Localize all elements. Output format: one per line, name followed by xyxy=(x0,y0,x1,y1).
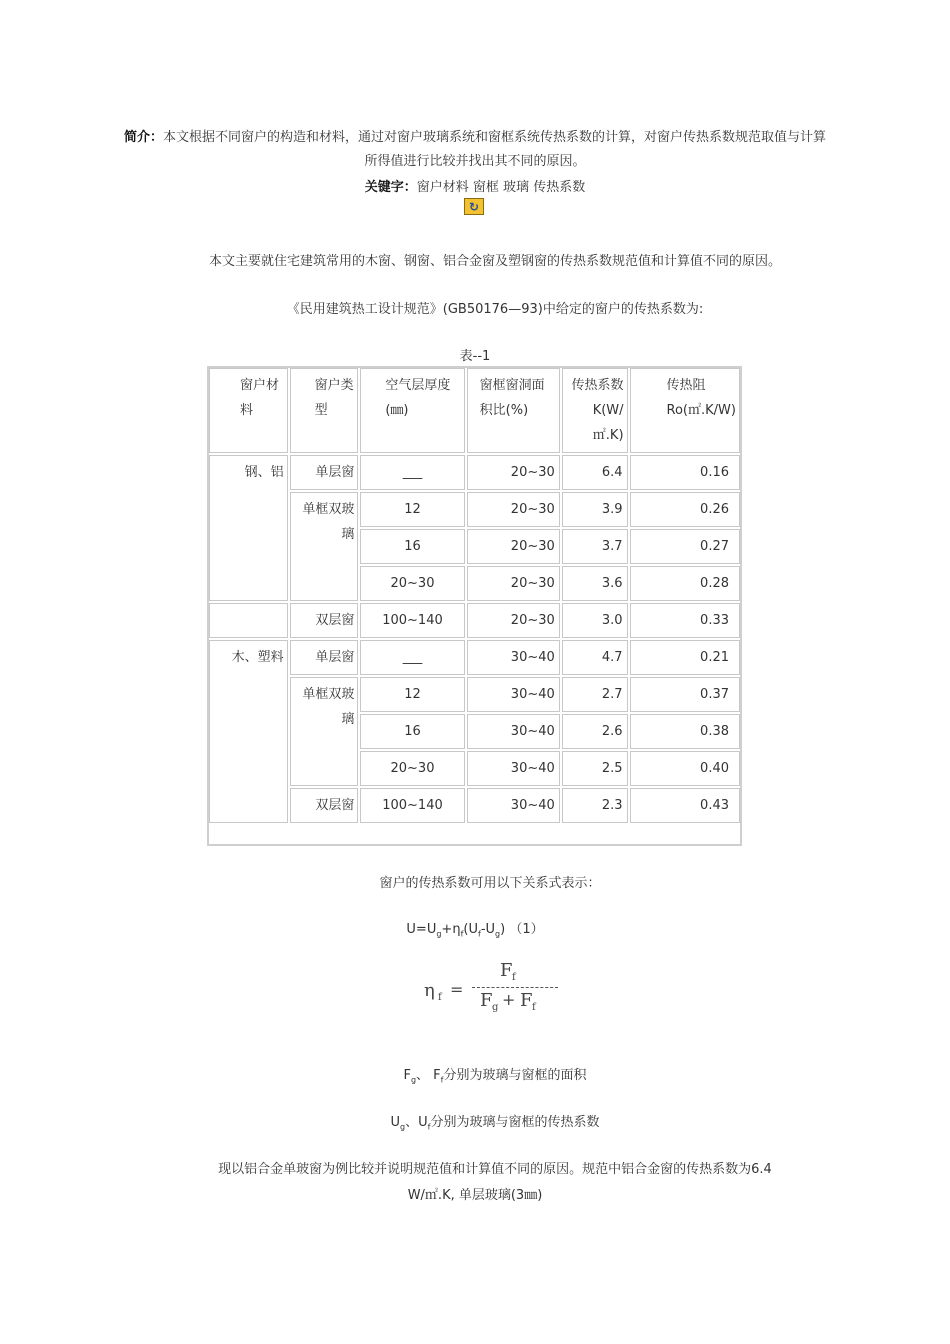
table-row xyxy=(209,677,740,712)
header-material: 窗户材料 xyxy=(209,368,288,453)
table-row xyxy=(209,640,740,675)
air-cell: 16 xyxy=(360,714,464,749)
table-row xyxy=(209,788,740,823)
keywords-line xyxy=(120,176,830,195)
r-cell: 0.40 xyxy=(630,751,740,786)
air-cell: 12 xyxy=(360,677,464,712)
r-cell: 0.43 xyxy=(630,788,740,823)
air-cell: 20~30 xyxy=(360,566,464,601)
eta-equals: = xyxy=(450,980,464,999)
table-row xyxy=(209,492,740,527)
r-cell: 0.37 xyxy=(630,677,740,712)
formula-u-lhs: U=U xyxy=(406,922,437,937)
area-fg: F xyxy=(403,1068,411,1083)
area-ff-sub: f xyxy=(440,1075,444,1085)
paragraph-example-line1: 现以铝合金单玻窗为例比较并说明规范值和计算值不同的原因。规范中铝合金窗的传热系数为6.4 xyxy=(218,1162,772,1177)
air-cell: 20~30 xyxy=(360,751,464,786)
r-cell: 0.33 xyxy=(630,603,740,638)
ratio-cell: 20~30 xyxy=(467,492,560,527)
header-type: 窗户类型 xyxy=(290,368,359,453)
ratio-cell: 20~30 xyxy=(467,603,560,638)
k-cell: 3.6 xyxy=(562,566,628,601)
k-cell: 2.3 xyxy=(562,788,628,823)
air-cell: 100~140 xyxy=(360,603,464,638)
header-frame-ratio: 窗框窗洞面积比(%) xyxy=(467,368,560,453)
eta-sub: f xyxy=(438,992,442,1003)
eta-symbol: η xyxy=(424,980,435,1001)
denominator-plus: + xyxy=(502,990,516,1009)
numerator-f: F xyxy=(500,960,513,981)
air-cell: ___ xyxy=(360,640,464,675)
table-title: 表--1 xyxy=(459,349,491,364)
k-cell: 4.7 xyxy=(562,640,628,675)
k-cell: 2.7 xyxy=(562,677,628,712)
coef-def-text: 分别为玻璃与窗框的传热系数 xyxy=(430,1115,600,1130)
paragraph-intro-scope: 本文主要就住宅建筑常用的木窗、钢窗、铝合金窗及塑钢窗的传热系数规范值和计算值不同的原因。 xyxy=(208,254,781,269)
k-cell: 6.4 xyxy=(562,455,628,490)
intro-text: 本文根据不同窗户的构造和材料，通过对窗户玻璃系统和窗框系统传热系数的计算，对窗户传热系数规范取值与计算所得值进行比较并找出其不同的原因。 xyxy=(163,130,827,169)
type-cell: 双层窗 xyxy=(290,603,359,638)
k-cell: 2.6 xyxy=(562,714,628,749)
material-cell: 钢、铝 xyxy=(209,455,288,601)
air-cell: ___ xyxy=(360,455,464,490)
type-cell: 单框双玻璃 xyxy=(290,677,359,786)
type-cell: 单框双玻璃 xyxy=(290,492,359,601)
k-cell: 3.7 xyxy=(562,529,628,564)
header-r-value: 传热阻Ro(㎡.K/W) xyxy=(630,368,740,453)
table-row xyxy=(209,455,740,490)
ratio-cell: 20~30 xyxy=(467,566,560,601)
type-cell: 单层窗 xyxy=(290,640,359,675)
formula-sub-g2: g xyxy=(495,929,501,939)
header-k-value: 传热系数K(W/㎡.K) xyxy=(562,368,628,453)
ratio-cell: 30~40 xyxy=(467,677,560,712)
paragraph-code-reference: 《民用建筑热工设计规范》(GB50176—93)中给定的窗户的传热系数为: xyxy=(286,302,704,317)
paragraph-area-def xyxy=(0,1064,950,1085)
denominator-fg: F xyxy=(480,990,493,1011)
coef-ug-sub: g xyxy=(400,1122,406,1132)
formula-eta xyxy=(418,960,578,1020)
r-cell: 0.26 xyxy=(630,492,740,527)
formula-open: (U xyxy=(463,922,478,937)
numerator-sub: f xyxy=(512,972,516,983)
air-cell: 100~140 xyxy=(360,788,464,823)
k-cell: 2.5 xyxy=(562,751,628,786)
ratio-cell: 20~30 xyxy=(467,455,560,490)
r-cell: 0.38 xyxy=(630,714,740,749)
formula-minus: -U xyxy=(480,922,496,937)
formula-sub-f: f xyxy=(460,929,464,939)
formula-plus-eta: +η xyxy=(441,922,461,937)
coef-uf: 、U xyxy=(405,1115,428,1130)
r-cell: 0.27 xyxy=(630,529,740,564)
ratio-cell: 30~40 xyxy=(467,751,560,786)
material-cell: 木、塑料 xyxy=(209,640,288,823)
table-row xyxy=(209,603,740,638)
fraction-bar xyxy=(472,987,558,988)
denominator-ff: F xyxy=(520,990,533,1011)
table-header-row xyxy=(209,368,740,453)
paragraph-coef-def xyxy=(0,1111,950,1132)
formula-close: ) （1） xyxy=(500,922,544,937)
ratio-cell: 20~30 xyxy=(467,529,560,564)
ratio-cell: 30~40 xyxy=(467,788,560,823)
area-ff: 、 F xyxy=(416,1068,441,1083)
link-icon[interactable]: ↻ xyxy=(464,198,484,215)
r-cell: 0.21 xyxy=(630,640,740,675)
type-cell: 双层窗 xyxy=(290,788,359,823)
formula-u xyxy=(0,918,950,939)
area-fg-sub: g xyxy=(410,1075,417,1085)
intro-paragraph xyxy=(120,126,830,174)
coef-uf-sub: f xyxy=(427,1122,431,1132)
area-def-text: 分别为玻璃与窗框的面积 xyxy=(443,1068,587,1083)
air-cell: 16 xyxy=(360,529,464,564)
k-cell: 3.9 xyxy=(562,492,628,527)
formula-sub-f2: f xyxy=(477,929,481,939)
paragraph-example-line2: W/㎡.K, 单层玻璃(3㎜) xyxy=(407,1188,543,1203)
ratio-cell: 30~40 xyxy=(467,714,560,749)
heat-transfer-table xyxy=(207,366,742,825)
keywords-label: 关键字： xyxy=(364,180,417,195)
coef-ug: U xyxy=(390,1115,401,1130)
type-cell: 单层窗 xyxy=(290,455,359,490)
header-air-gap: 空气层厚度(㎜) xyxy=(360,368,464,453)
material-cell-empty xyxy=(209,603,288,638)
k-cell: 3.0 xyxy=(562,603,628,638)
formula-sub-g: g xyxy=(436,929,442,939)
r-cell: 0.16 xyxy=(630,455,740,490)
denominator-ff-sub: f xyxy=(532,1002,536,1013)
paragraph-formula-intro: 窗户的传热系数可用以下关系式表示： xyxy=(379,876,601,891)
r-cell: 0.28 xyxy=(630,566,740,601)
air-cell: 12 xyxy=(360,492,464,527)
denominator-fg-sub: g xyxy=(492,1002,499,1013)
ratio-cell: 30~40 xyxy=(467,640,560,675)
intro-label: 简介： xyxy=(123,130,163,145)
keywords-text: 窗户材料 窗框 玻璃 传热系数 xyxy=(416,180,586,195)
